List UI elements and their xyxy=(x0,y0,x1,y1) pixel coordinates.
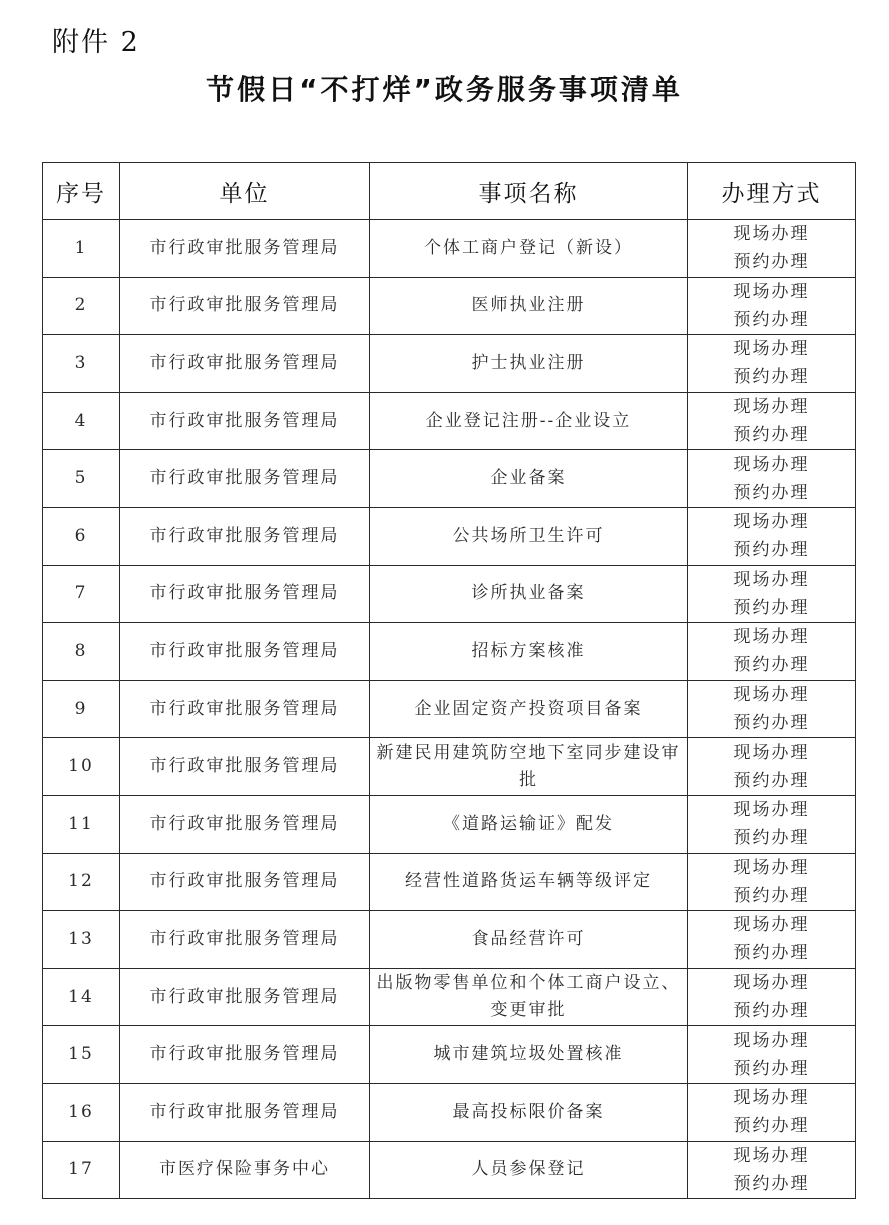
row-number: 6 xyxy=(43,507,120,565)
method-onsite: 现场办理 xyxy=(733,339,810,360)
table-row xyxy=(43,1083,856,1141)
table-row xyxy=(43,450,856,508)
row-number: 9 xyxy=(43,680,120,738)
method-appointment: 预约办理 xyxy=(733,309,810,330)
row-unit: 市行政审批服务管理局 xyxy=(120,968,370,1026)
header-item: 事项名称 xyxy=(370,163,688,220)
row-item-name: 人员参保登记 xyxy=(370,1141,688,1199)
row-item-name: 出版物零售单位和个体工商户设立、变更审批 xyxy=(370,968,688,1026)
method-onsite: 现场办理 xyxy=(733,224,810,245)
row-unit: 市行政审批服务管理局 xyxy=(120,623,370,681)
row-number: 13 xyxy=(43,911,120,969)
row-method xyxy=(688,277,856,335)
row-method xyxy=(688,220,856,278)
row-unit: 市行政审批服务管理局 xyxy=(120,795,370,853)
row-item-name: 企业备案 xyxy=(370,450,688,508)
method-onsite: 现场办理 xyxy=(733,627,810,648)
method-onsite: 现场办理 xyxy=(733,973,810,994)
row-unit: 市行政审批服务管理局 xyxy=(120,220,370,278)
header-method: 办理方式 xyxy=(688,163,856,220)
method-onsite: 现场办理 xyxy=(733,397,810,418)
row-unit: 市医疗保险事务中心 xyxy=(120,1141,370,1199)
method-onsite: 现场办理 xyxy=(733,1030,810,1051)
row-method xyxy=(688,1083,856,1141)
row-number: 12 xyxy=(43,853,120,911)
row-unit: 市行政审批服务管理局 xyxy=(120,392,370,450)
row-unit: 市行政审批服务管理局 xyxy=(120,565,370,623)
row-number: 1 xyxy=(43,220,120,278)
method-appointment: 预约办理 xyxy=(733,1116,810,1137)
row-method xyxy=(688,911,856,969)
row-method xyxy=(688,392,856,450)
row-unit: 市行政审批服务管理局 xyxy=(120,738,370,796)
row-unit: 市行政审批服务管理局 xyxy=(120,507,370,565)
row-method xyxy=(688,335,856,393)
table-row xyxy=(43,623,856,681)
row-item-name: 诊所执业备案 xyxy=(370,565,688,623)
row-unit: 市行政审批服务管理局 xyxy=(120,1026,370,1084)
method-appointment: 预约办理 xyxy=(733,540,810,561)
header-unit: 单位 xyxy=(120,163,370,220)
row-item-name: 企业登记注册--企业设立 xyxy=(370,392,688,450)
table-row xyxy=(43,680,856,738)
method-appointment: 预约办理 xyxy=(733,828,810,849)
table-row xyxy=(43,1026,856,1084)
row-number: 10 xyxy=(43,738,120,796)
row-number: 5 xyxy=(43,450,120,508)
method-appointment: 预约办理 xyxy=(733,597,810,618)
table-row xyxy=(43,1141,856,1199)
method-onsite: 现场办理 xyxy=(733,454,810,475)
row-item-name: 城市建筑垃圾处置核准 xyxy=(370,1026,688,1084)
row-number: 7 xyxy=(43,565,120,623)
method-appointment: 预约办理 xyxy=(733,252,810,273)
row-unit: 市行政审批服务管理局 xyxy=(120,335,370,393)
table-row xyxy=(43,968,856,1026)
method-appointment: 预约办理 xyxy=(733,885,810,906)
document-title: 节假日“不打烊”政务服务事项清单 xyxy=(206,73,683,106)
method-appointment: 预约办理 xyxy=(733,713,810,734)
row-unit: 市行政审批服务管理局 xyxy=(120,911,370,969)
method-appointment: 预约办理 xyxy=(733,482,810,503)
row-number: 4 xyxy=(43,392,120,450)
service-items-table xyxy=(42,162,856,1199)
method-onsite: 现场办理 xyxy=(733,281,810,302)
row-method xyxy=(688,623,856,681)
row-number: 16 xyxy=(43,1083,120,1141)
row-method xyxy=(688,968,856,1026)
header-no: 序号 xyxy=(43,163,120,220)
row-method xyxy=(688,738,856,796)
row-number: 2 xyxy=(43,277,120,335)
table-row xyxy=(43,392,856,450)
method-appointment: 预约办理 xyxy=(733,367,810,388)
row-method xyxy=(688,680,856,738)
row-unit: 市行政审批服务管理局 xyxy=(120,853,370,911)
method-onsite: 现场办理 xyxy=(733,1145,810,1166)
row-item-name: 食品经营许可 xyxy=(370,911,688,969)
attachment-label: 附件 2 xyxy=(52,27,140,58)
row-method xyxy=(688,1141,856,1199)
row-item-name: 企业固定资产投资项目备案 xyxy=(370,680,688,738)
row-number: 11 xyxy=(43,795,120,853)
row-method xyxy=(688,1026,856,1084)
table-row xyxy=(43,853,856,911)
row-unit: 市行政审批服务管理局 xyxy=(120,277,370,335)
method-onsite: 现场办理 xyxy=(733,512,810,533)
method-onsite: 现场办理 xyxy=(733,800,810,821)
table-row xyxy=(43,507,856,565)
method-appointment: 预约办理 xyxy=(733,655,810,676)
table-row xyxy=(43,565,856,623)
row-item-name: 最高投标限价备案 xyxy=(370,1083,688,1141)
row-number: 15 xyxy=(43,1026,120,1084)
row-unit: 市行政审批服务管理局 xyxy=(120,450,370,508)
row-item-name: 公共场所卫生许可 xyxy=(370,507,688,565)
method-appointment: 预约办理 xyxy=(733,1058,810,1079)
method-appointment: 预约办理 xyxy=(733,1001,810,1022)
method-onsite: 现场办理 xyxy=(733,1088,810,1109)
row-item-name: 《道路运输证》配发 xyxy=(370,795,688,853)
row-item-name: 经营性道路货运车辆等级评定 xyxy=(370,853,688,911)
row-method xyxy=(688,853,856,911)
method-appointment: 预约办理 xyxy=(733,770,810,791)
method-onsite: 现场办理 xyxy=(733,685,810,706)
method-appointment: 预约办理 xyxy=(733,425,810,446)
row-item-name: 新建民用建筑防空地下室同步建设审批 xyxy=(370,738,688,796)
row-item-name: 个体工商户登记（新设） xyxy=(370,220,688,278)
table-row xyxy=(43,220,856,278)
method-appointment: 预约办理 xyxy=(733,943,810,964)
method-onsite: 现场办理 xyxy=(733,857,810,878)
table-body xyxy=(43,220,856,1199)
row-unit: 市行政审批服务管理局 xyxy=(120,680,370,738)
row-method xyxy=(688,450,856,508)
row-item-name: 医师执业注册 xyxy=(370,277,688,335)
table-row xyxy=(43,911,856,969)
row-number: 17 xyxy=(43,1141,120,1199)
row-method xyxy=(688,507,856,565)
method-onsite: 现场办理 xyxy=(733,742,810,763)
row-unit: 市行政审批服务管理局 xyxy=(120,1083,370,1141)
table-header-row xyxy=(43,163,856,220)
row-method xyxy=(688,795,856,853)
row-number: 3 xyxy=(43,335,120,393)
method-onsite: 现场办理 xyxy=(733,569,810,590)
row-item-name: 招标方案核准 xyxy=(370,623,688,681)
method-onsite: 现场办理 xyxy=(733,915,810,936)
row-method xyxy=(688,565,856,623)
row-number: 8 xyxy=(43,623,120,681)
table-row xyxy=(43,738,856,796)
method-appointment: 预约办理 xyxy=(733,1173,810,1194)
table-row xyxy=(43,277,856,335)
row-item-name: 护士执业注册 xyxy=(370,335,688,393)
row-number: 14 xyxy=(43,968,120,1026)
table-row xyxy=(43,795,856,853)
table-row xyxy=(43,335,856,393)
